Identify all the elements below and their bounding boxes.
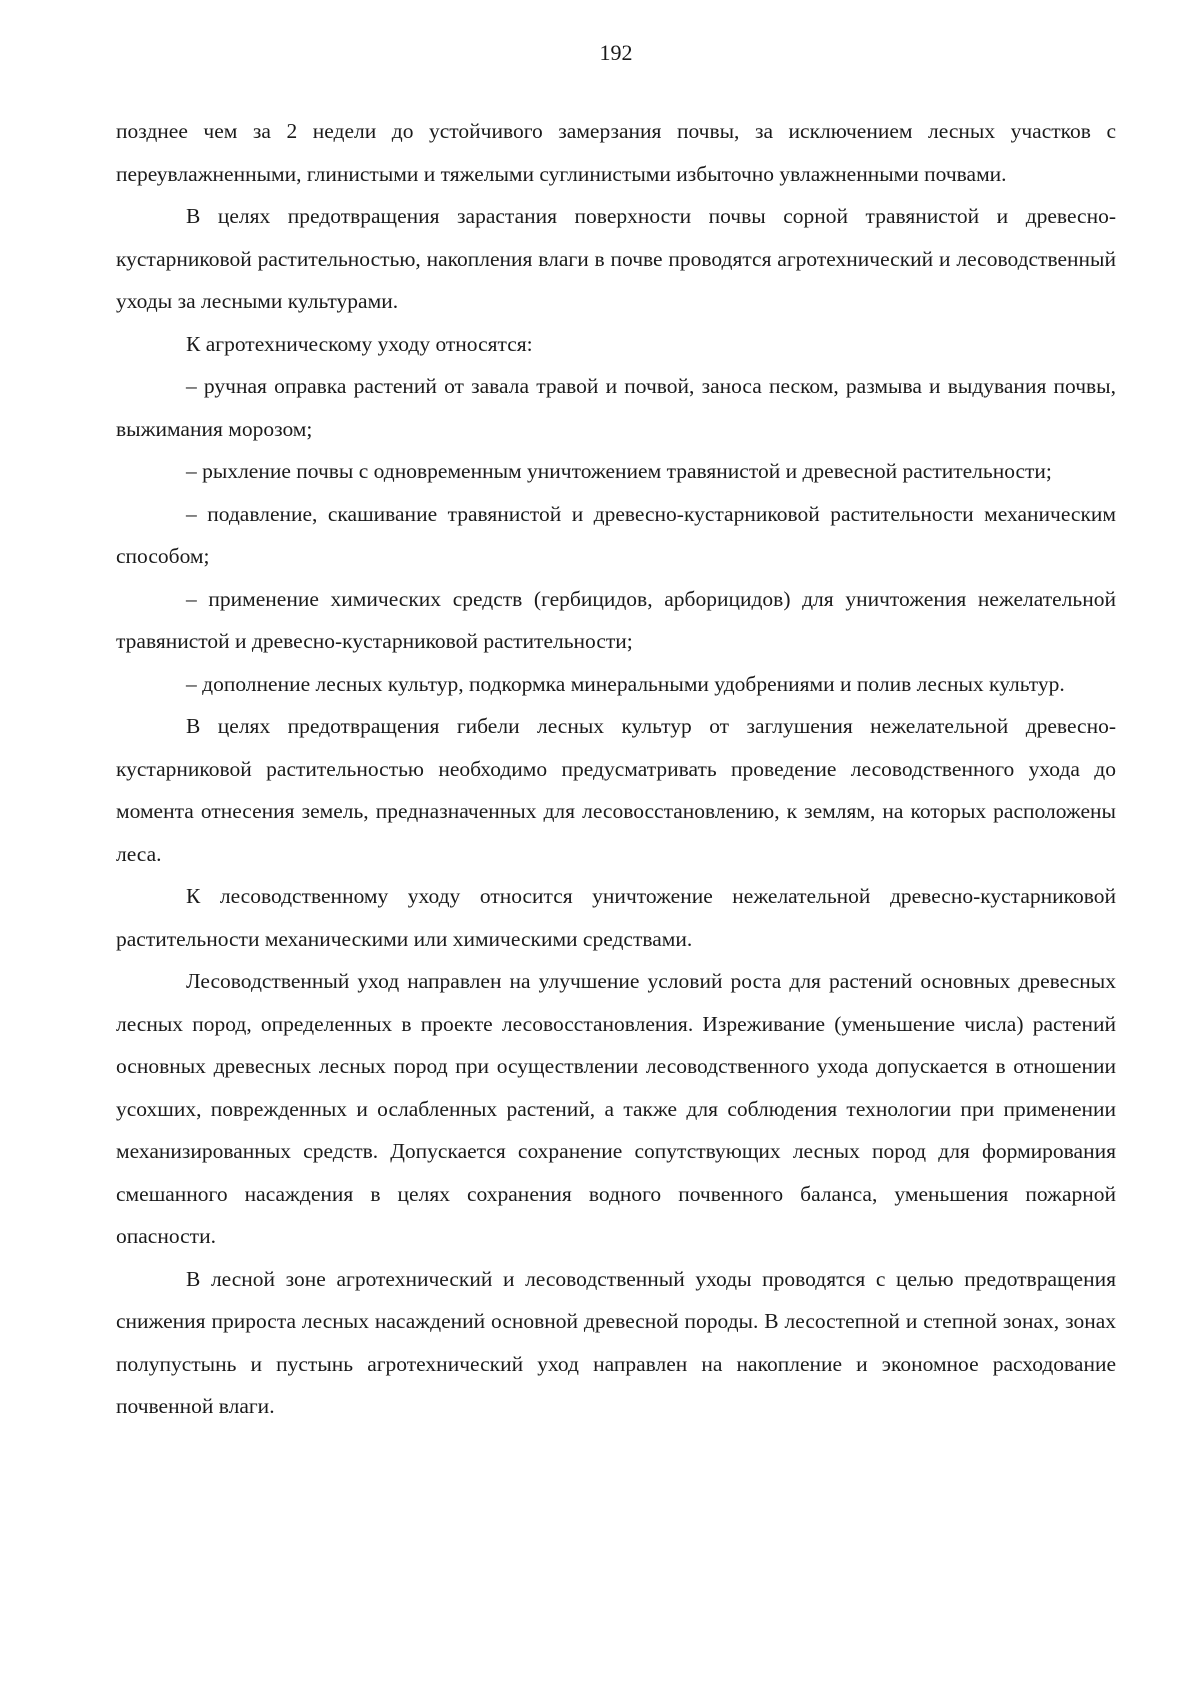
paragraph-3: К агротехническому уходу относятся: <box>186 331 533 356</box>
list-item-3: – подавление, скашивание травянистой и древесно-кустарниковой растительности механическим способом; <box>116 501 1116 568</box>
paragraph-5: К лесоводственному уходу относится уничтожение нежелательной древесно-кустарниковой растительности механическими или химическими средствами. <box>116 884 1116 951</box>
document-body <box>116 110 1116 1428</box>
list-item-4: – применение химических средств (гербицидов, арборицидов) для уничтожения нежелательной травянистой и древесно-кустарниковой растительности; <box>116 586 1116 653</box>
paragraph-1: позднее чем за 2 недели до устойчивого замерзания почвы, за исключением лесных участков с переувлажненными, глинистыми и тяжелыми суглинистыми избыточно увлажненными почвами. <box>116 119 1116 186</box>
list-item-1: – ручная оправка растений от завала травой и почвой, заноса песком, размыва и выдувания почвы, выжимания морозом; <box>116 374 1116 441</box>
list-item-5: – дополнение лесных культур, подкормка минеральными удобрениями и полив лесных культур. <box>186 671 1065 696</box>
page-number: 192 <box>599 40 633 65</box>
paragraph-6: Лесоводственный уход направлен на улучшение условий роста для растений основных древесных лесных пород, определенных в проекте лесовосстановления. Изреживание (уменьшение числа) растений основных древесных лесных пород при осуществлении лесоводственного ухода допускается в отношении усохших, поврежденных и ослабленных растений, а также для соблюдения технологии при применении механизированных средств. Допускается сохранение сопутствующих лесных пород для формирования смешанного насаждения в целях сохранения водного почвенного баланса, уменьшения пожарной опасности. <box>116 969 1116 1248</box>
list-item-2: – рыхление почвы с одновременным уничтожением травянистой и древесной растительности; <box>186 459 1052 483</box>
paragraph-7: В лесной зоне агротехнический и лесоводственный уходы проводятся с целью предотвращения снижения прироста лесных насаждений основной древесной породы. В лесостепной и степной зонах, зонах полупустынь и пустынь агротехнический уход направлен на накопление и экономное расходование почвенной влаги. <box>116 1266 1116 1418</box>
paragraph-2: В целях предотвращения зарастания поверхности почвы сорной травянистой и древесно-кустарниковой растительностью, накопления влаги в почве проводятся агротехнический и лесоводственный уходы за лесными культурами. <box>116 204 1116 313</box>
paragraph-4: В целях предотвращения гибели лесных культур от заглушения нежелательной древесно-кустарниковой растительностью необходимо предусматривать проведение лесоводственного ухода до момента отнесения земель, предназначенных для лесовосстановлению, к землям, на которых расположены леса. <box>116 714 1116 866</box>
document-page <box>116 0 1116 1697</box>
